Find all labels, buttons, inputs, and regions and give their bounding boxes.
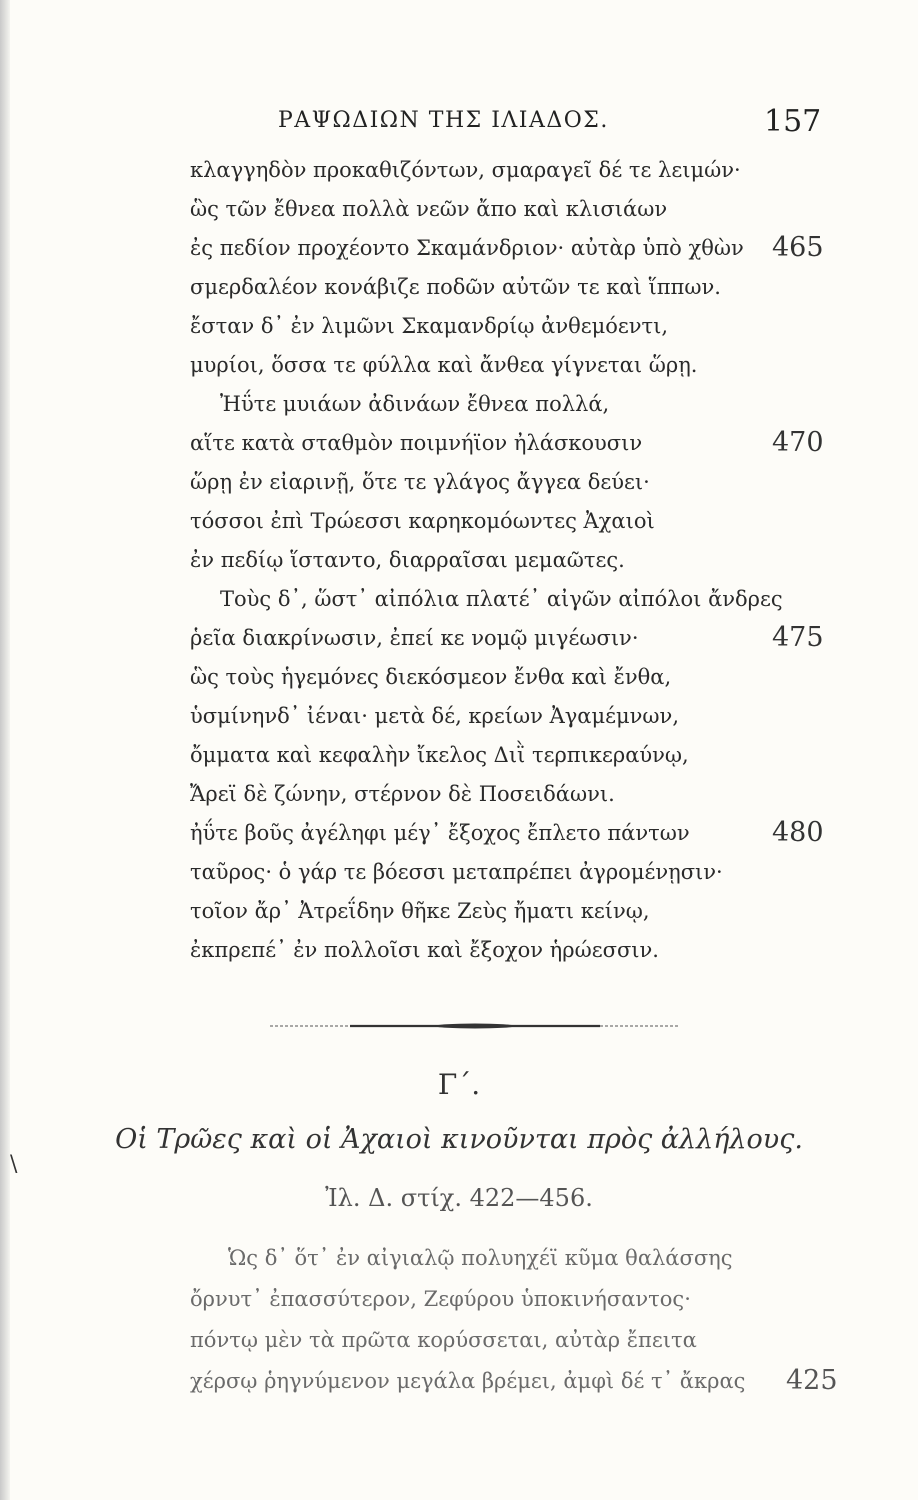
verse-line <box>0 1246 918 1284</box>
running-head: ΡΑΨΩΔΙΩΝ ΤΗΣ ΙΛΙΑΔΟΣ. <box>278 108 609 133</box>
iliad-reference: Ἰλ. Δ. στίχ. 422—456. <box>325 1184 593 1212</box>
line-number: 480 <box>772 817 824 848</box>
verse-text: ἐν πεδίῳ ἵσταντο, διαρραῖσαι μεμαῶτες. <box>190 548 625 572</box>
verse-text: ἐκπρεπέ᾽ ἐν πολλοῖσι καὶ ἔξοχον ἡρώεσσιν. <box>190 938 659 962</box>
verse-line <box>0 548 918 586</box>
verse-line <box>0 353 918 391</box>
verse-text: Ὡς δ᾽ ὅτ᾽ ἐν αἰγιαλῷ πολυηχέϊ κῦμα θαλάσσης <box>228 1246 733 1270</box>
verse-text: Ἠΰτε μυιάων ἀδινάων ἔθνεα πολλά, <box>220 392 610 416</box>
verse-line <box>0 743 918 781</box>
verse-line <box>0 665 918 703</box>
verse-text: μυρίοι, ὅσσα τε φύλλα καὶ ἄνθεα γίγνεται ὥρῃ. <box>190 353 698 377</box>
verse-line <box>0 622 918 664</box>
verse-line <box>0 1328 918 1366</box>
verse-text: ἐς πεδίον προχέοντο Σκαμάνδριον· αὐτὰρ ὑπὸ χθὼν <box>190 236 744 260</box>
verse-line <box>0 197 918 235</box>
verse-text: ὑσμίνηνδ᾽ ἰέναι· μετὰ δέ, κρείων Ἀγαμέμνων, <box>190 704 679 728</box>
page-header <box>0 104 918 148</box>
verse-text: ὣς τῶν ἔθνεα πολλὰ νεῶν ἄπο καὶ κλισιάων <box>190 197 668 221</box>
verse-text: ἠΰτε βοῦς ἀγέληφι μέγ᾽ ἔξοχος ἔπλετο πάντων <box>190 821 690 845</box>
verse-text: Ἄρεϊ δὲ ζώνην, στέρνον δὲ Ποσειδάωνι. <box>190 782 615 806</box>
line-number: 425 <box>786 1365 838 1396</box>
line-number: 465 <box>772 232 824 263</box>
verse-line <box>0 1365 918 1407</box>
verse-line <box>0 314 918 352</box>
verse-text: ῥεῖα διακρίνωσιν, ἐπεί κε νομῷ μιγέωσιν· <box>190 626 639 650</box>
line-number: 470 <box>772 427 824 458</box>
verse-text: τοῖον ἄρ᾽ Ἀτρεΐδην θῆκε Ζεὺς ἤματι κείνῳ, <box>190 899 650 923</box>
verse-text: ὄρνυτ᾽ ἐπασσύτερον, Ζεφύρου ὑποκινήσαντος· <box>190 1287 691 1311</box>
verse-line <box>0 587 918 625</box>
book-label: Γ΄. <box>437 1068 481 1101</box>
verse-text: πόντῳ μὲν τὰ πρῶτα κορύσσεται, αὐτὰρ ἔπειτα <box>190 1328 697 1352</box>
verse-text: σμερδαλέον κονάβιζε ποδῶν αὐτῶν τε καὶ ἵππων. <box>190 275 721 299</box>
verse-text: ἔσταν δ᾽ ἐν λιμῶνι Σκαμανδρίῳ ἀνθεμόεντι, <box>190 314 669 338</box>
verse-text: αἵτε κατὰ σταθμὸν ποιμνήϊον ἠλάσκουσιν <box>190 431 643 455</box>
verse-line <box>0 509 918 547</box>
verse-text: ταῦρος· ὁ γάρ τε βόεσσι μεταπρέπει ἀγρομένῃσιν· <box>190 860 723 884</box>
verse-line <box>0 392 918 430</box>
ornamental-rule <box>270 1023 680 1029</box>
verse-text: ὥρῃ ἐν εἰαρινῇ, ὅτε τε γλάγος ἄγγεα δεύει· <box>190 470 650 494</box>
verse-text: ὄμματα καὶ κεφαλὴν ἴκελος Διῒ τερπικεραύνῳ, <box>190 743 689 767</box>
verse-line <box>0 232 918 274</box>
margin-mark: \ <box>10 1152 18 1177</box>
page-number: 157 <box>764 104 822 139</box>
verse-text: Τοὺς δ᾽, ὥστ᾽ αἰπόλια πλατέ᾽ αἰγῶν αἰπόλοι ἄνδρες <box>220 587 783 611</box>
verse-text: ὣς τοὺς ἡγεμόνες διεκόσμεον ἔνθα καὶ ἔνθα, <box>190 665 672 689</box>
verse-line <box>0 782 918 820</box>
verse-line <box>0 470 918 508</box>
verse-line <box>0 938 918 976</box>
verse-text: κλαγγηδὸν προκαθιζόντων, σμαραγεῖ δέ τε λειμών· <box>190 158 741 182</box>
verse-line <box>0 860 918 898</box>
verse-line <box>0 704 918 742</box>
verse-line <box>0 899 918 937</box>
verse-line <box>0 158 918 196</box>
verse-line <box>0 275 918 313</box>
line-number: 475 <box>772 622 824 653</box>
verse-line <box>0 427 918 469</box>
section-subtitle: Οἱ Τρῶες καὶ οἱ Ἀχαιοὶ κινοῦνται πρὸς ἀλλήλους. <box>115 1124 803 1155</box>
verse-text: χέρσῳ ῥηγνύμενον μεγάλα βρέμει, ἀμφὶ δέ τ᾽ ἄκρας <box>190 1369 746 1393</box>
verse-line <box>0 1287 918 1325</box>
verse-line <box>0 817 918 859</box>
verse-text: τόσσοι ἐπὶ Τρώεσσι καρηκομόωντες Ἀχαιοὶ <box>190 509 655 533</box>
